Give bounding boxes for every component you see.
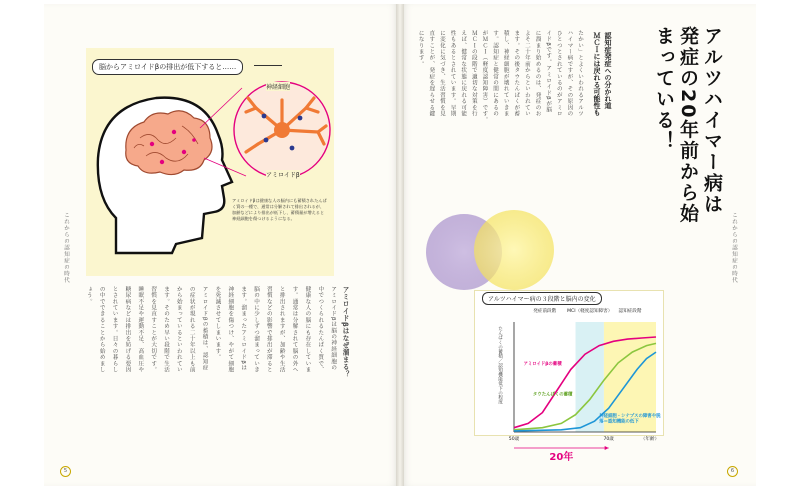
series-label: 神経細胞・シナプスの障害や脱: [599, 413, 661, 419]
stage-chart: [474, 290, 664, 462]
left-body-column: アミロイドβは脳の神経細胞の: [330, 286, 337, 371]
right-body-column: イドβです。アミロイドβが脳: [545, 30, 552, 113]
left-body-column: ます。そのため早い段階で生活: [163, 286, 169, 373]
span-arrow-head: [605, 446, 609, 450]
yellow-circle: [474, 210, 554, 290]
left-body-column: の中でできることから始めまし: [98, 286, 105, 373]
left-body-column: から始まっているといわれてい: [175, 286, 182, 373]
series-label-cont: 落＝認知機能の低下: [599, 419, 639, 425]
left-body-column: 習慣などの影響で排出が滞ると: [265, 286, 272, 373]
right-page-number: 6: [727, 466, 738, 477]
right-body-column: ます。その後タウたんぱくが蓄: [513, 30, 520, 117]
chart-title: アルツハイマー病の３段階と脳内の変化: [482, 292, 602, 305]
right-body-column: に溜まり始めるのは、発症のお: [534, 30, 541, 117]
illustration-heading: 脳からアミロイドβの排出が低下すると……: [92, 59, 243, 75]
subtitle-line: ＭＣＩには戻れる可能性も: [593, 32, 601, 116]
stage-label: 発症前段階: [533, 309, 557, 314]
right-body-text: [412, 30, 582, 220]
right-body-column: 積し、神経細胞が壊れていきま: [502, 30, 509, 117]
right-body-column: よそ二十年前からといわれてい: [523, 30, 530, 117]
right-body-column: に変化に気づき、生活習慣を見: [438, 30, 445, 117]
article-title: [650, 26, 722, 266]
stage-label: 認知症段階: [618, 309, 642, 314]
right-body-column: す。認知症と健常の間にあるの: [492, 30, 498, 117]
left-body-column: を死滅させてしまいます。: [214, 286, 221, 361]
left-body-column: と排出されますが、加齢や生活: [278, 286, 285, 373]
left-body-column: 中でつくられるたんぱく質で、: [317, 286, 324, 373]
binding-gutter: [396, 4, 404, 486]
neuron-label: 神経細胞: [266, 84, 291, 91]
title-line: 発症の20年前から始: [677, 26, 699, 225]
left-page-number: 5: [60, 466, 71, 477]
left-body-column: ょう。: [85, 286, 92, 305]
left-body-column: 糖尿病などは排出を妨げる要因: [124, 286, 131, 373]
left-body-column: 神経細胞を傷つけ、やがて細胞: [227, 286, 234, 373]
right-body-column: えば、健常な状態に戻れる可能: [460, 30, 467, 117]
left-body-column: とされています。日々の暮らし: [111, 286, 118, 373]
article-subtitle: [588, 32, 612, 152]
right-body-column: ＭＣＩの段階で適切な対策を行: [470, 30, 477, 117]
left-body-column: アミロイドβの蓄積は、認知症: [201, 286, 208, 371]
right-body-column: たかい」とよくいわれるアルツ: [577, 30, 583, 117]
right-body-column: になります。: [417, 30, 424, 68]
x-tick-label: 70歳: [603, 437, 614, 442]
y-axis-label: たんぱくの蓄積／認知機能低下の程度: [497, 326, 503, 405]
series-label: タウたんぱくの蓄積: [532, 392, 573, 398]
illustration-caption: アミロイドβは健康な人の脳内にも蓄積されたんぱく質の一種で、通常は分解されて排出されるが、加齢などにより排出が低下し、蓄積量が増えると神経細胞を傷つけるようになる。: [232, 198, 327, 222]
series-label: アミロイドβの蓄積: [523, 362, 562, 368]
right-body-column: 直すことが、発症を遅らせる鍵: [428, 30, 435, 117]
left-body-column: の症状が現れる二十年以上も前: [188, 286, 195, 373]
left-body-column: 健康な人の脳にも存在していま: [304, 286, 311, 373]
x-tick-label: 50歳: [508, 437, 520, 442]
left-side-label: これからの認知症の時代: [63, 212, 69, 284]
watercolor-circles: [422, 206, 562, 296]
left-body-column: ます。溜まったアミロイドβは: [240, 286, 247, 371]
left-body-column: す。通常は分解されて脳の外へ: [291, 286, 298, 373]
title-line: まっている！: [653, 26, 675, 152]
left-body-column: アミロイドβはなぜ溜まる？: [341, 286, 349, 378]
right-body-column: がＭＣＩ（軽度認知障害）です。: [481, 30, 488, 123]
stage-label: MCI（軽度認知障害）: [567, 309, 613, 314]
span-label: 20年: [549, 452, 574, 462]
left-body-column: 睡眠不足や運動不足、高血圧や: [137, 286, 144, 373]
subtitle-line: 認知症発症への分かれ道: [604, 32, 612, 109]
right-body-column: ハイマー病ですが、その原因の: [566, 30, 573, 117]
x-axis-label: （年齢）: [640, 437, 660, 442]
brain-head-illustration: [86, 48, 334, 276]
left-body-text: [78, 286, 348, 454]
amyloid-label: アミロイドβ: [266, 172, 300, 179]
right-side-label: これからの認知症の時代: [731, 212, 737, 284]
right-body-column: ひとつとされているのがアミロ: [555, 30, 562, 117]
left-body-column: 習慣を見直すことが大切です。: [150, 286, 157, 373]
left-body-column: 脳の中に少しずつ溜まっていき: [253, 286, 259, 373]
title-line: アルツハイマー病は: [701, 26, 723, 215]
right-body-column: 性もあるとされています。早期: [449, 30, 456, 117]
